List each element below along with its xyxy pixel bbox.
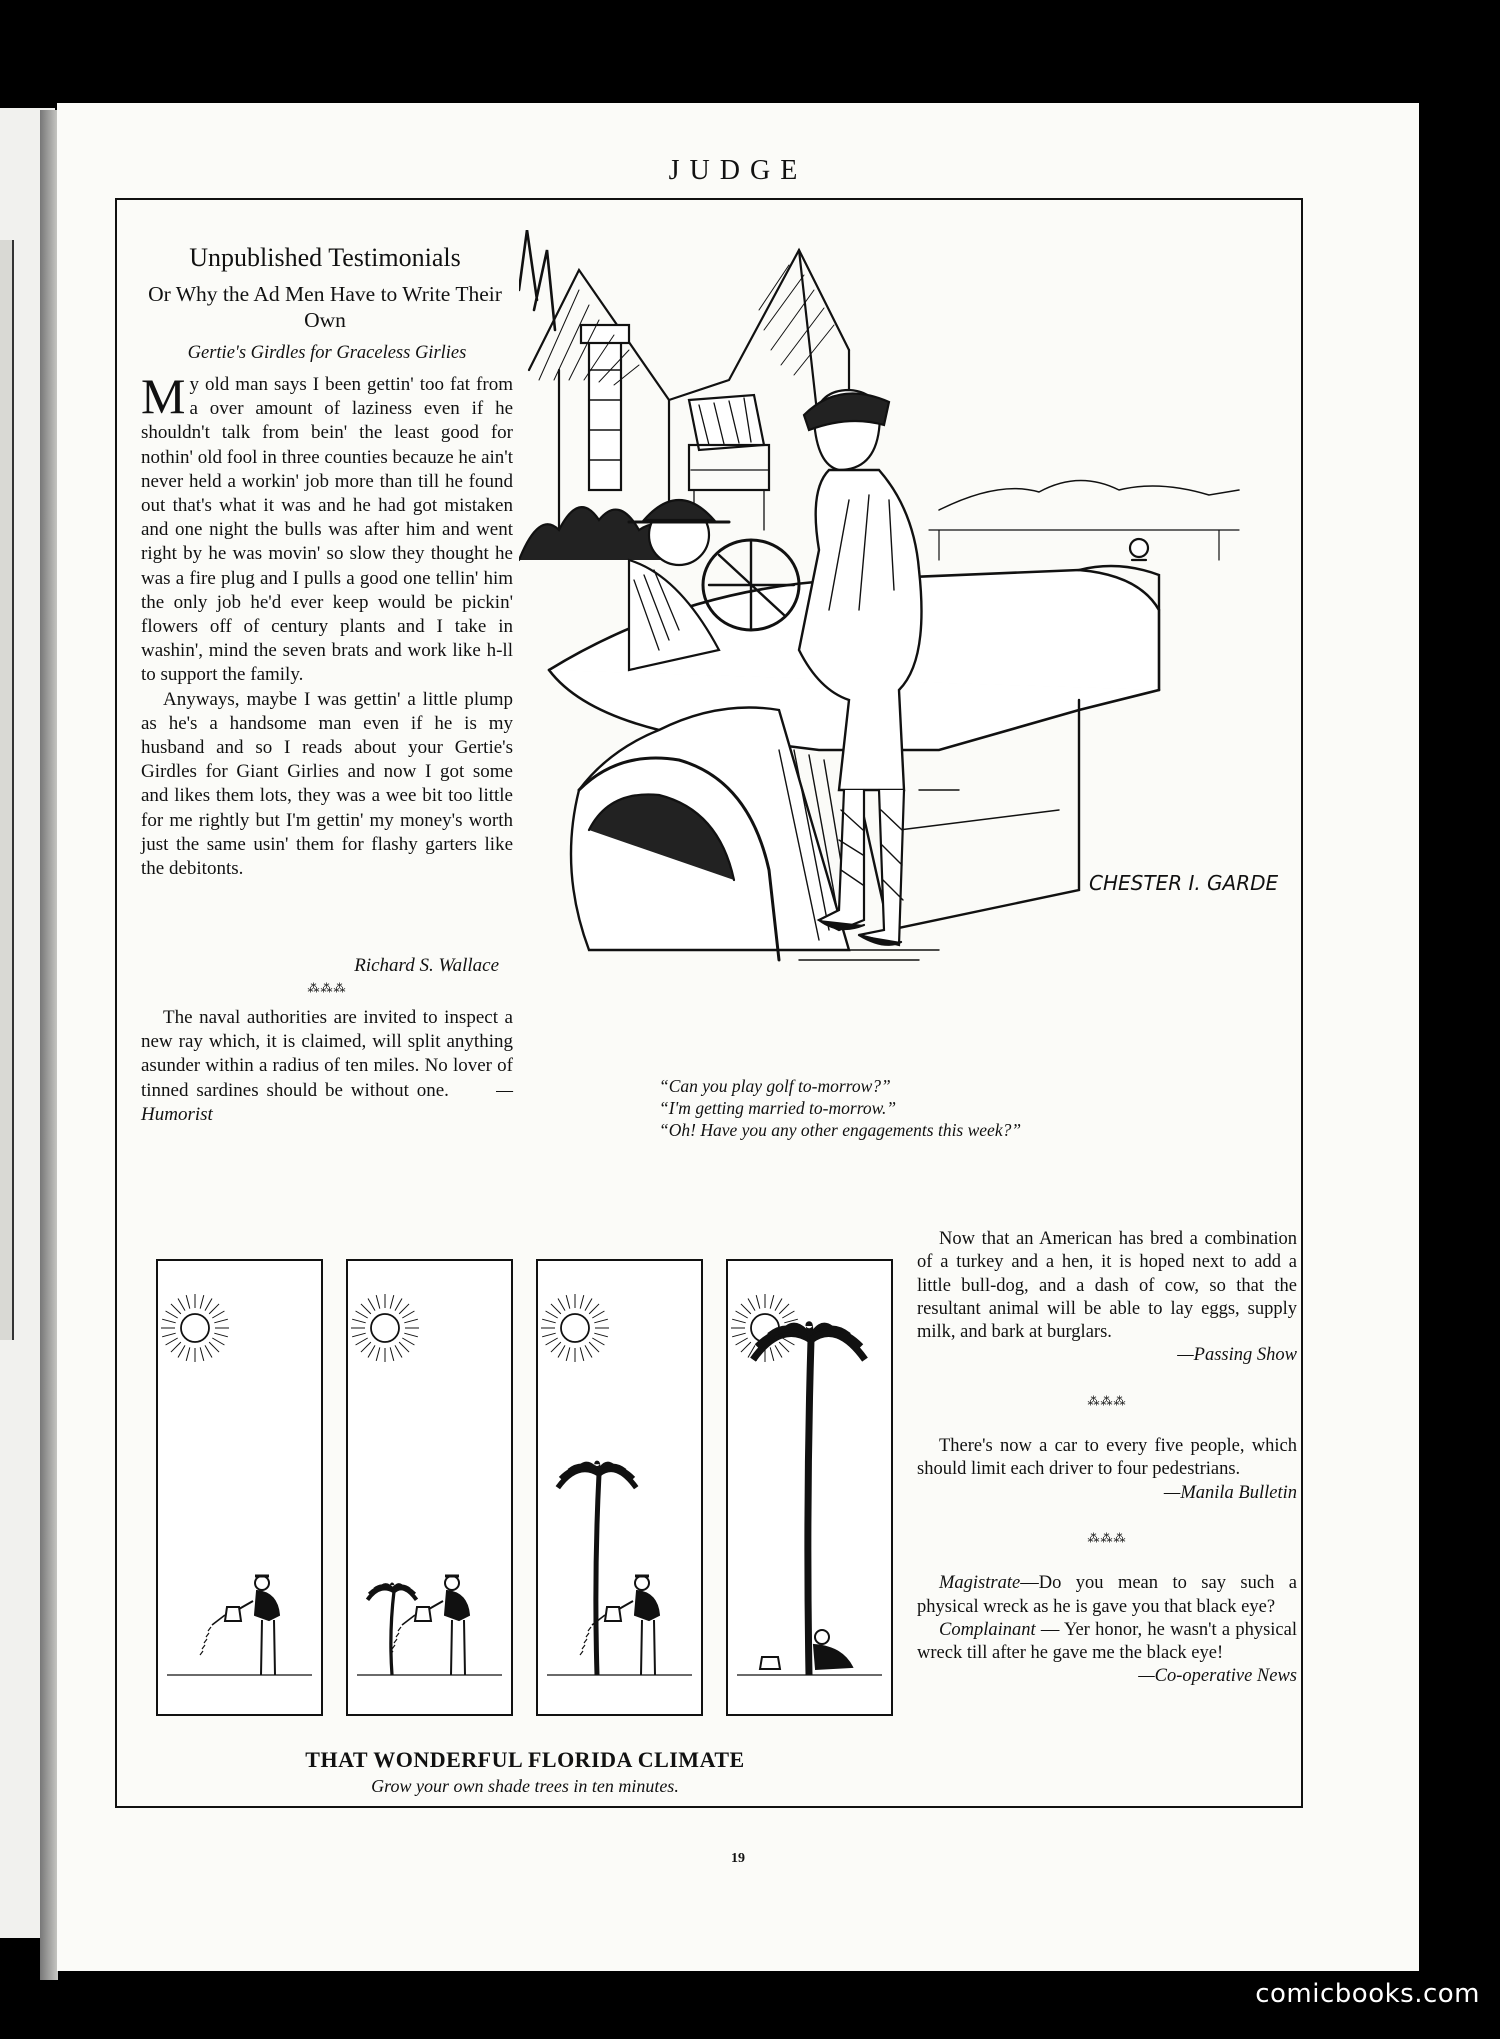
drop-cap: M — [141, 368, 186, 424]
watering-can-icon — [760, 1657, 780, 1669]
page-gutter — [40, 110, 58, 1980]
joke-complainant — [917, 1619, 1297, 1666]
article-title: Unpublished Testimonials — [189, 243, 461, 272]
watering-can-icon — [605, 1607, 621, 1621]
joke-source: —Manila Bulletin — [1163, 1482, 1297, 1503]
watering-can-icon — [415, 1607, 431, 1621]
dialogue-line: — Yer honor, he wasn't a physical wreck till after he gave me the black eye! — [917, 1619, 1297, 1664]
dialogue-line: —Do you mean to say such a physical wreck as he is gave you that black eye? — [917, 1573, 1297, 1617]
joke-body: The naval authorities are invited to inspect a new ray which, it is claimed, will split anything asunder within a radius of ten miles. No lover of tinned sardines should be without one. — [141, 1007, 513, 1101]
caption-line: “I'm getting married to-morrow.” — [659, 1098, 897, 1118]
section-separator: ⁂⁂⁂ — [1087, 1530, 1127, 1545]
joke-turkey-hen: Now that an American has bred a combination of a turkey and a hen, it is hoped next to add a little bull-dog, and a dash of cow, so that the resultant animal will be able to lay eggs, supply milk, and bark at burglars. — [917, 1229, 1297, 1343]
section-separator: ⁂⁂⁂ — [1087, 1393, 1127, 1408]
caption-line: “Can you play golf to-morrow?” — [659, 1076, 891, 1096]
palm-trunk — [808, 1340, 811, 1675]
strip-panel — [347, 1260, 512, 1715]
cartoon-caption — [659, 1075, 1299, 1141]
speaker-magistrate: Magistrate — [939, 1573, 1021, 1594]
joke-source: —Co-operative News — [1138, 1666, 1297, 1687]
facing-page-margin — [0, 240, 14, 1340]
strip-title: THAT WONDERFUL FLORIDA CLIMATE — [305, 1747, 745, 1772]
strip-panel — [537, 1260, 702, 1715]
gardener-head — [815, 1630, 829, 1644]
article-subtitle: Or Why the Ad Men Have to Write Their Own — [148, 282, 502, 332]
article-paragraph: Anyways, maybe I was gettin' a little plump as he's a handsome man even if he is my husband and so I reads about your Gertie's Girdles for Giant Girlies and now I got some and likes them lots, they was a wee bit too little for me rightly but I'm gettin' my money's worth just the same usin' them for flashy garters like the debitonts. — [141, 688, 513, 880]
watering-can-icon — [225, 1607, 241, 1621]
page-number: 19 — [731, 1851, 745, 1866]
magazine-page — [57, 103, 1419, 1971]
gardener-head — [635, 1576, 649, 1590]
florida-comic-strip — [155, 1258, 895, 1803]
gardener-head — [255, 1576, 269, 1590]
article-paragraph — [141, 368, 513, 688]
naval-joke — [141, 1006, 513, 1127]
article-body — [141, 368, 513, 881]
strip-subtitle: Grow your own shade trees in ten minutes. — [371, 1776, 679, 1796]
joke-source: —Humorist — [141, 1079, 514, 1125]
section-separator: ⁂⁂⁂ — [307, 981, 347, 995]
article-signature: Richard S. Wallace — [354, 955, 499, 976]
watermark: comicbooks.com — [1255, 1979, 1480, 2009]
joke-source: —Passing Show — [1177, 1345, 1297, 1366]
joke-car-pedestrians: There's now a car to every five people, which should limit each driver to four pedestrians. — [917, 1436, 1297, 1480]
paragraph-text: y old man says I been gettin' too fat from a over amount of laziness even if he shouldn't talk from bein' the least good for nothin' old fool in three counties becauze he ain't never held a workin' job more than till he found out that's what it was and he had got mistaken and one night the bulls was after him and went right by he was movin' so slow they thought he was a fire plug and I pulls a good one tellin' him the only job he'd ever keep would be pickin' flowers off of century plants and I take in washin', mind the seven brats and work like h-ll to support the family. — [141, 374, 513, 686]
speaker-complainant: Complainant — [939, 1619, 1036, 1640]
caption-line: “Oh! Have you any other engagements this week?” — [659, 1120, 1022, 1140]
strip-panel — [157, 1260, 322, 1715]
joke-text — [141, 1006, 513, 1127]
joke-magistrate — [917, 1572, 1297, 1619]
masthead: JUDGE — [668, 155, 808, 186]
article-subhead: Gertie's Girdles for Graceless Girlies — [187, 343, 467, 363]
gardener-head — [445, 1576, 459, 1590]
artist-signature: CHESTER I. GARDE — [1089, 871, 1279, 895]
right-column-jokes — [917, 1228, 1297, 1689]
strip-panel — [727, 1260, 892, 1715]
golf-cartoon-illustration — [519, 230, 1307, 1080]
